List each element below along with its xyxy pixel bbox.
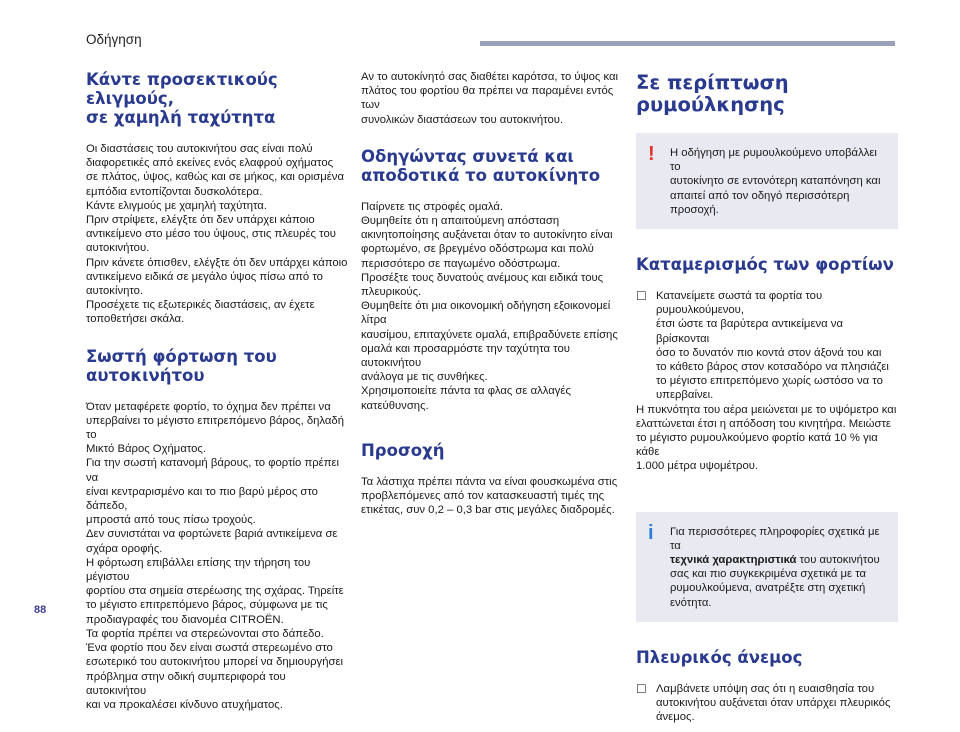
- body-attention: Τα λάστιχα πρέπει πάντα να είναι φουσκωμένα στις προβλεπόμενες από τον κατασκευαστή τιμές της ετικέτας, συν 0,2 – 0,3 bar στις μεγάλες διαδρομές.: [361, 475, 618, 517]
- info-text-post: του αυτοκινήτου σας και πιο συγκεκριμένα σχετικά με τα ρυμουλκούμενα, ανατρέξτε στη σχετική ενότητα.: [670, 554, 880, 609]
- heading-driving: Οδηγώντας συνετά και αποδοτικά το αυτοκίνητο: [361, 146, 601, 185]
- bullet-load-distribution-text: Κατανείμετε σωστά τα φορτία του ρυμουλκούμενου, έτσι ώστε τα βαρύτερα αντικείμενα να βρίσκονται όσο το δυνατόν πιο κοντά στον άξονά του και το κάθετο βάρος στον κοτσαδόρο να πλησιάζει το μέγιστο επιτρεπόμενο χωρίς ωστόσο να το υπερβαίνει.: [656, 290, 889, 402]
- info-text: [670, 525, 884, 610]
- warning-text: Η οδήγηση με ρυμουλκούμενο υποβάλλει το αυτοκίνητο σε εντονότερη καταπόνηση και απαιτεί από τον οδηγό περισσότερη προσοχή.: [670, 147, 881, 216]
- bullet-crosswind-text: Λαμβάνετε υπόψη σας ότι η ευαισθησία του αυτοκινήτου αυξάνεται όταν υπάρχει πλευρικός άνεμος.: [656, 682, 891, 724]
- column-middle: [361, 70, 623, 537]
- bullet-load-distribution: [636, 289, 898, 403]
- body-driving: Παίρνετε τις στροφές ομαλά. Θυμηθείτε ότι η απαιτούμενη απόσταση ακινητοποίησης αυξάνεται όταν το αυτοκίνητο είναι φορτωμένο, σε βρεγμένο οδόστρωμα και πολύ περισσότερο σε παγωμένο οδόστρωμα. Προσέξτε τους δυνατούς ανέμους και ειδικά τους πλευρικούς. Θυμηθείτε ότι μια οικονομική οδήγηση εξοικονομεί λίτρα καυσίμου, επιταχύνετε ομαλά, επιβραδύνετε επίσης ομαλά και προσαρμόστε την ταχύτητα του αυτοκινήτου ανάλογα με τις συνθήκες. Χρησιμοποιείτε πάντα τα φλας σε αλλαγές κατεύθυνσης.: [361, 200, 618, 412]
- info-icon: i: [648, 521, 654, 544]
- body-intro: Αν το αυτοκίνητό σας διαθέτει καρότσα, το ύψος και πλάτος του φορτίου θα πρέπει να παραμένει εντός των συνολικών διαστάσεων του αυτοκινήτου.: [361, 71, 619, 126]
- warning-box: [636, 133, 898, 229]
- body-air-density: Η πυκνότητα του αέρα μειώνεται με το υψόμετρο και ελαττώνεται έτσι η απόδοση του κινητήρα. Μειώστε το μέγιστο ρυμουλκούμενο φορτίο κατά 10 % για κάθε 1.000 μέτρα υψομέτρου.: [636, 403, 897, 473]
- section-attention: [361, 441, 623, 518]
- header-bar: [480, 41, 895, 46]
- section-intro: [361, 70, 623, 127]
- heading-maneuvers: Κάντε προσεκτικούς ελιγμούς, σε χαμηλή ταχύτητα: [86, 70, 278, 127]
- body-loading: Όταν μεταφέρετε φορτίο, το όχημα δεν πρέπει να υπερβαίνει το μέγιστο επιτρεπόμενο βάρος, δηλαδή το Μικτό Βάρος Οχήματος. Για την σωστή κατανομή βάρους, το φορτίο πρέπει να είναι κεντραρισμένο και το πιο βαρύ μέρος στο δάπεδο, μπροστά από τους πίσω τροχούς. Δεν συνιστάται να φορτώνετε βαριά αντικείμενα σε σχάρα οροφής. Η φόρτωση επιβάλλει επίσης την τήρηση του μέγιστου φορτίου στα σημεία στερέωσης της σχάρας. Τηρείτε το μέγιστο επιτρεπόμενο βάρος, σύμφωνα με τις προδιαγραφές του διανομέα CITROËN. Τα φορτία πρέπει να στερεώνονται στο δάπεδο. Ένα φορτίο που δεν είναι σωστά στερεωμένο στο εσωτερικό του αυτοκινήτου μπορεί να δημιουργήσει πρόβλημα στην οδική συμπεριφορά του αυτοκινήτου και να προκαλέσει κίνδυνο ατυχήματος.: [86, 400, 344, 711]
- warning-icon: !: [648, 143, 655, 165]
- info-text-bold: τεχνικά χαρακτηριστικά: [670, 554, 797, 567]
- checkbox-bullet-icon: ☐: [636, 289, 647, 304]
- info-box: [636, 512, 898, 622]
- column-left: [86, 70, 348, 732]
- column-right: [636, 70, 898, 724]
- section-header: Οδήγηση: [86, 32, 142, 47]
- bullet-crosswind: [636, 682, 898, 725]
- page-number: 88: [34, 604, 47, 616]
- checkbox-bullet-icon: ☐: [636, 681, 647, 696]
- heading-towing: Σε περίπτωση ρυμούλκησης: [636, 71, 789, 116]
- section-driving: [361, 147, 623, 413]
- body-maneuvers: Οι διαστάσεις του αυτοκινήτου σας είναι πολύ διαφορετικές από εκείνες ενός ελαφρού οχήματος σε πλάτος, ύψος, καθώς και σε μήκος, και ορισμένα εμπόδια εντοπίζονται δυσκολότερα. Κάντε ελιγμούς με χαμηλή ταχύτητα. Πριν στρίψετε, ελέγξτε ότι δεν υπάρχει κάποιο αντικείμενο στο μέσο του ύψους, στις πλευρές του αυτοκινήτου. Πριν κάνετε όπισθεν, ελέγξτε ότι δεν υπάρχει κάποιο αντικείμενο ειδικά σε μεγάλο ύψος πίσω από το αυτοκίνητο. Προσέχετε τις εξωτερικές διαστάσεις, αν έχετε τοποθετήσει σκάλα.: [86, 143, 348, 326]
- heading-load-distribution: Καταμερισμός των φορτίων: [636, 255, 894, 275]
- heading-attention: Προσοχή: [361, 440, 445, 460]
- info-text-pre: Για περισσότερες πληροφορίες σχετικά με τα: [670, 525, 880, 552]
- heading-crosswind: Πλευρικός άνεμος: [636, 647, 803, 667]
- heading-loading: Σωστή φόρτωση του αυτοκινήτου: [86, 346, 277, 385]
- section-loading: [86, 347, 348, 712]
- section-maneuvers: [86, 70, 348, 327]
